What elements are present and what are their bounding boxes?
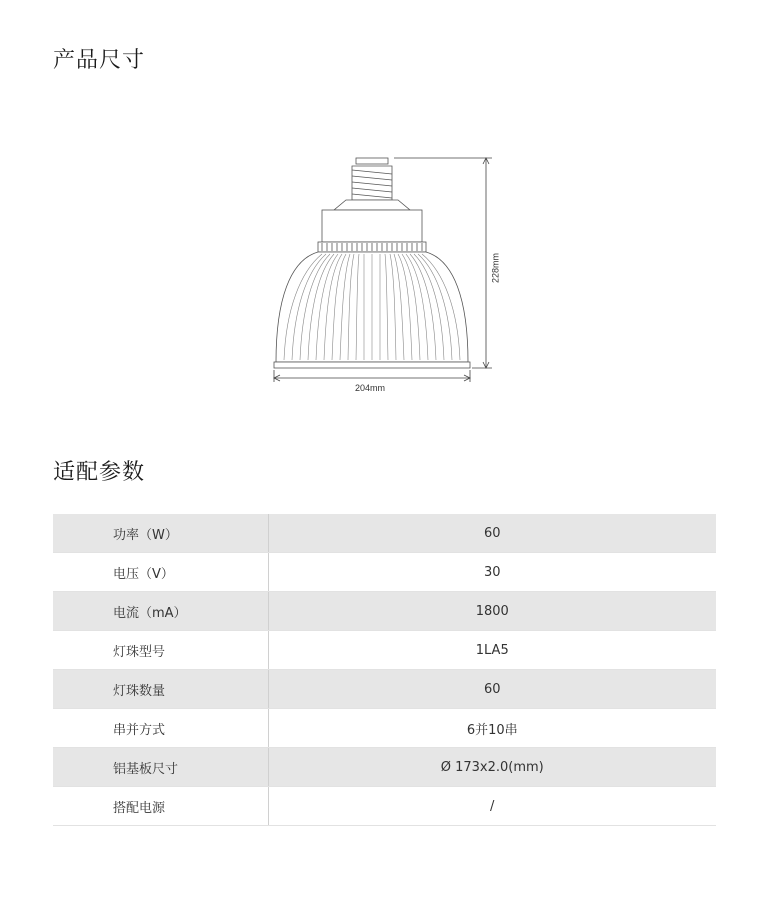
lamp-base-lip (274, 362, 470, 368)
table-row (53, 748, 716, 787)
row-label: 搭配电源 (53, 787, 268, 826)
width-label: 204mm (354, 383, 386, 393)
table-row (53, 670, 716, 709)
row-value: 60 (268, 514, 716, 553)
row-label: 灯珠数量 (53, 670, 268, 709)
lamp-neck (334, 200, 410, 210)
row-value: 1800 (268, 592, 716, 631)
row-label: 功率（W） (53, 514, 268, 553)
row-label: 电流（mA） (53, 592, 268, 631)
row-label: 铝基板尺寸 (53, 748, 268, 787)
table-row (53, 631, 716, 670)
table-row (53, 592, 716, 631)
table-row (53, 553, 716, 592)
vent-band (318, 242, 426, 252)
row-value: 6并10串 (268, 709, 716, 748)
height-label: 228mm (490, 252, 501, 284)
lamp-collar (322, 210, 422, 242)
lamp-dimension-drawing (260, 150, 510, 400)
product-size-title: 产品尺寸 (53, 48, 146, 73)
adapter-params-title: 适配参数 (53, 460, 146, 485)
table-row (53, 709, 716, 748)
spec-table (53, 514, 716, 826)
width-dimension (274, 370, 470, 382)
row-label: 电压（V） (53, 553, 268, 592)
row-value: Ø 173x2.0(mm) (268, 748, 716, 787)
screw-base (352, 158, 392, 200)
row-label: 串并方式 (53, 709, 268, 748)
row-value: 60 (268, 670, 716, 709)
row-value: 30 (268, 553, 716, 592)
row-value: 1LA5 (268, 631, 716, 670)
table-row (53, 787, 716, 826)
table-row (53, 514, 716, 553)
row-label: 灯珠型号 (53, 631, 268, 670)
row-value: / (268, 787, 716, 826)
